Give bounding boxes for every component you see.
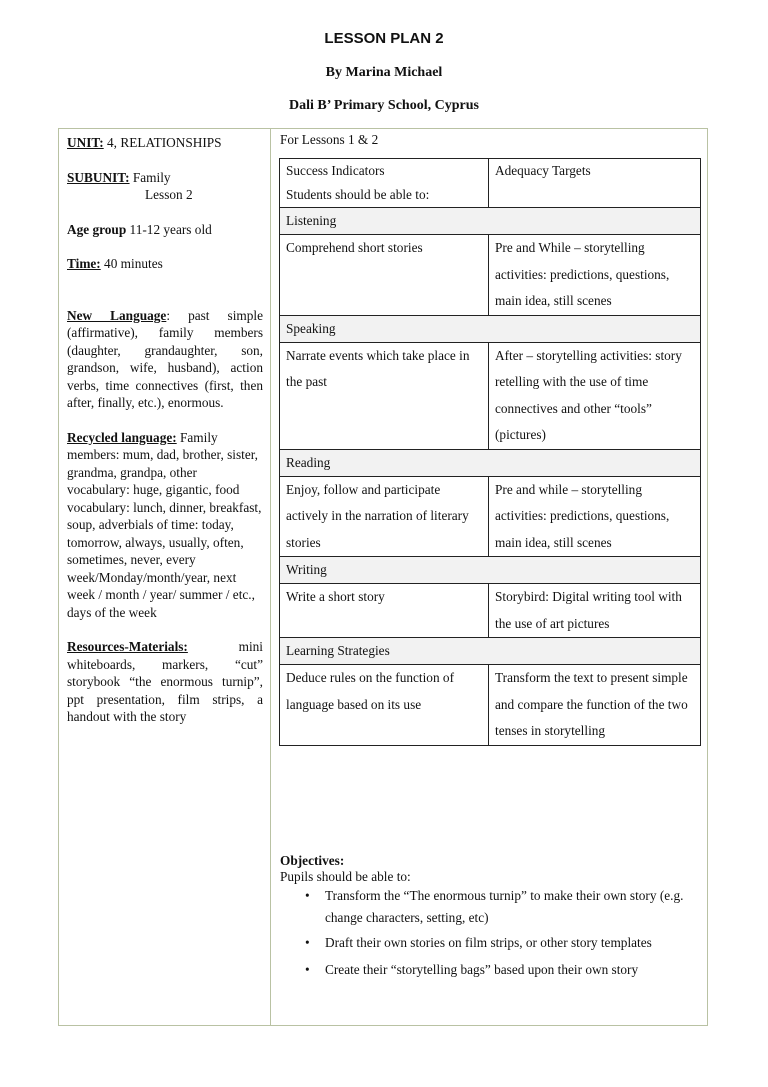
document-title: LESSON PLAN 2	[324, 30, 444, 47]
section-title-speaking: Speaking	[280, 315, 701, 342]
time-value: 40 minutes	[100, 256, 163, 271]
recycled-language-block	[67, 429, 263, 622]
age-line	[67, 221, 263, 239]
section-row-speaking	[280, 315, 701, 342]
table-row	[280, 665, 701, 746]
header-indicators-title: Success Indicators	[286, 163, 385, 178]
target-cell: After – storytelling activities: story retelling with the use of time connectives and other “tools” (pictures)	[489, 342, 701, 449]
unit-value: 4, RELATIONSHIPS	[103, 135, 222, 150]
subunit-label: SUBUNIT:	[67, 169, 130, 185]
subunit-value: Family	[129, 169, 171, 185]
objectives-intro: Pupils should be able to:	[280, 869, 411, 884]
section-row-learning-strategies	[280, 638, 701, 665]
table-row	[280, 476, 701, 557]
objective-text: Draft their own stories on film strips, or other story templates	[325, 935, 652, 950]
subunit-line	[67, 169, 263, 187]
resources-label: Resources-Materials:	[67, 639, 188, 654]
list-item	[280, 929, 705, 956]
target-cell: Storybird: Digital writing tool with the use of art pictures	[489, 584, 701, 638]
new-language-value: : past simple (affirmative), family members (daughter, grandaughter, son, grandson, wife, husband), action verbs, time connectives (first, then after, finally, etc.), enormous.	[67, 307, 264, 410]
target-cell: Pre and While – storytelling activities: predictions, questions, main idea, still scenes	[489, 235, 701, 316]
new-language-block	[67, 307, 263, 412]
indicator-cell: Comprehend short stories	[280, 235, 489, 316]
indicator-cell: Deduce rules on the function of language based on its use	[280, 665, 489, 746]
subunit-lesson: Lesson 2	[145, 187, 193, 202]
objective-text: Create their “storytelling bags” based upon their own story	[325, 962, 639, 977]
objectives-title: Objectives:	[280, 853, 345, 868]
bullet-icon: •	[305, 935, 310, 950]
recycled-language-label: Recycled language:	[67, 429, 177, 445]
unit-label: UNIT:	[67, 135, 104, 150]
table-header-row	[280, 159, 701, 208]
table-row	[280, 584, 701, 638]
time-label: Time:	[67, 256, 101, 271]
indicator-cell: Narrate events which take place in the past	[280, 342, 489, 449]
table-row	[280, 342, 701, 449]
header-indicators-subtitle: Students should be able to:	[286, 187, 430, 202]
section-title-learning-strategies: Learning Strategies	[280, 638, 701, 665]
header-indicators-cell	[280, 159, 489, 208]
column-divider	[270, 128, 271, 1026]
target-cell: Pre and while – storytelling activities: predictions, questions, main idea, still scenes	[489, 476, 701, 557]
bullet-icon: •	[305, 962, 310, 977]
recycled-language-value: Family members: mum, dad, brother, sister, grandma, grandpa, other vocabulary: huge, gigantic, food vocabulary: lunch, dinner, breakfast, soup, adverbials of time: today, tomorrow, always, usually, often, sometimes, never, every week/Monday/month/year, next week / month / year/ summer / etc., days of the week	[67, 429, 262, 620]
resources-block	[67, 638, 263, 726]
bullet-icon: •	[305, 888, 310, 903]
unit-line	[67, 134, 263, 152]
list-item	[280, 956, 705, 983]
section-title-reading: Reading	[280, 449, 701, 476]
section-title-listening: Listening	[280, 208, 701, 235]
indicator-cell: Enjoy, follow and participate actively in the narration of literary stories	[280, 476, 489, 557]
table-row	[280, 235, 701, 316]
time-line	[67, 255, 263, 273]
school-line: Dali B’ Primary School, Cyprus	[289, 98, 479, 113]
age-value: 11-12 years old	[126, 221, 212, 237]
resources-value: mini whiteboards, markers, “cut” storybook “the enormous turnip”, ppt presentation, film strips, a handout with the story	[67, 639, 263, 724]
indicator-cell: Write a short story	[280, 584, 489, 638]
for-lessons-label: For Lessons 1 & 2	[280, 132, 379, 147]
target-cell: Transform the text to present simple and compare the function of the two tenses in storytelling	[489, 665, 701, 746]
section-title-writing: Writing	[280, 557, 701, 584]
objectives-section	[280, 852, 705, 983]
list-item	[280, 885, 705, 929]
left-column	[67, 134, 263, 726]
success-indicators-table	[279, 158, 701, 746]
objective-text: Transform the “The enormous turnip” to make their own story (e.g. change characters, setting, etc)	[325, 888, 684, 925]
section-row-listening	[280, 208, 701, 235]
age-label: Age group	[67, 221, 127, 237]
new-language-label: New Language	[67, 307, 167, 323]
section-row-reading	[280, 449, 701, 476]
header-targets-cell: Adequacy Targets	[489, 159, 701, 208]
author-line: By Marina Michael	[325, 65, 443, 80]
section-row-writing	[280, 557, 701, 584]
